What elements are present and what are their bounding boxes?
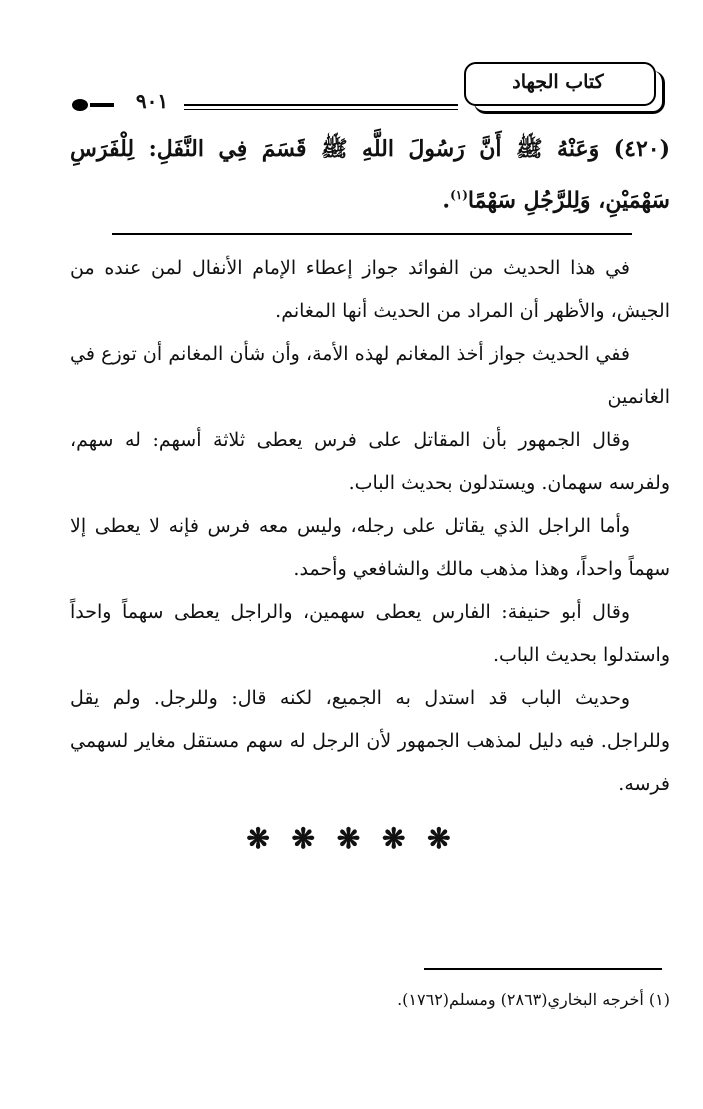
paragraph: في هذا الحديث من الفوائد جواز إعطاء الإمام الأنفال لمن عنده من الجيش، والأظهر أن المراد من الحديث أنها المغانم. — [70, 257, 670, 322]
footnote: (١) أخرجه البخاري(٢٨٦٣) ومسلم(١٧٦٢). — [397, 990, 670, 1009]
header-rule-thin — [184, 109, 458, 110]
hadith-text — [70, 126, 670, 223]
paragraph: وحديث الباب قد استدل به الجميع، لكنه قال: وللرجل. ولم يقل وللراجل. فيه دليل لمذهب الجمهور لأن الرجل له سهم مستقل مغاير لسهمي فرسه. — [70, 687, 670, 795]
header-rule-long — [184, 104, 458, 106]
section-separator-stars: ❋ ❋ ❋ ❋ ❋ — [246, 822, 457, 855]
paragraph: وقال الجمهور بأن المقاتل على فرس يعطى ثلاثة أسهم: له سهم، ولفرسه سهمان. ويستدلون بحديث الباب. — [70, 429, 670, 494]
footnote-rule — [424, 968, 662, 970]
chapter-header-box — [464, 62, 664, 112]
hadith-footnote-ref: (١) — [450, 188, 468, 202]
chapter-title: كتاب الجهاد — [512, 71, 604, 93]
paragraph: ففي الحديث جواز أخذ المغانم لهذه الأمة، وأن شأن المغانم أن توزع في الغانمين — [70, 343, 670, 408]
hadith-body: (٤٢٠) وَعَنْهُ ﷺ أَنَّ رَسُولَ اللَّهِ ﷺ قَسَمَ فِي النَّفَلِ: لِلْفَرَسِ سَهْمَيْنِ، وَلِلرَّجُلِ سَهْمًا — [70, 136, 670, 214]
hadith-end: . — [442, 187, 451, 214]
header-rule-dot — [72, 99, 88, 111]
page-number: ٩٠١ — [135, 89, 169, 113]
paragraph: وأما الراجل الذي يقاتل على رجله، وليس معه فرس فإنه لا يعطى إلا سهماً واحداً، وهذا مذهب مالك والشافعي وأحمد. — [70, 515, 670, 580]
commentary — [70, 247, 670, 806]
hadith-separator-rule — [112, 233, 632, 235]
paragraph: وقال أبو حنيفة: الفارس يعطى سهمين، والراجل يعطى سهماً واحداً واستدلوا بحديث الباب. — [70, 601, 670, 666]
header-rule-short — [90, 103, 114, 107]
